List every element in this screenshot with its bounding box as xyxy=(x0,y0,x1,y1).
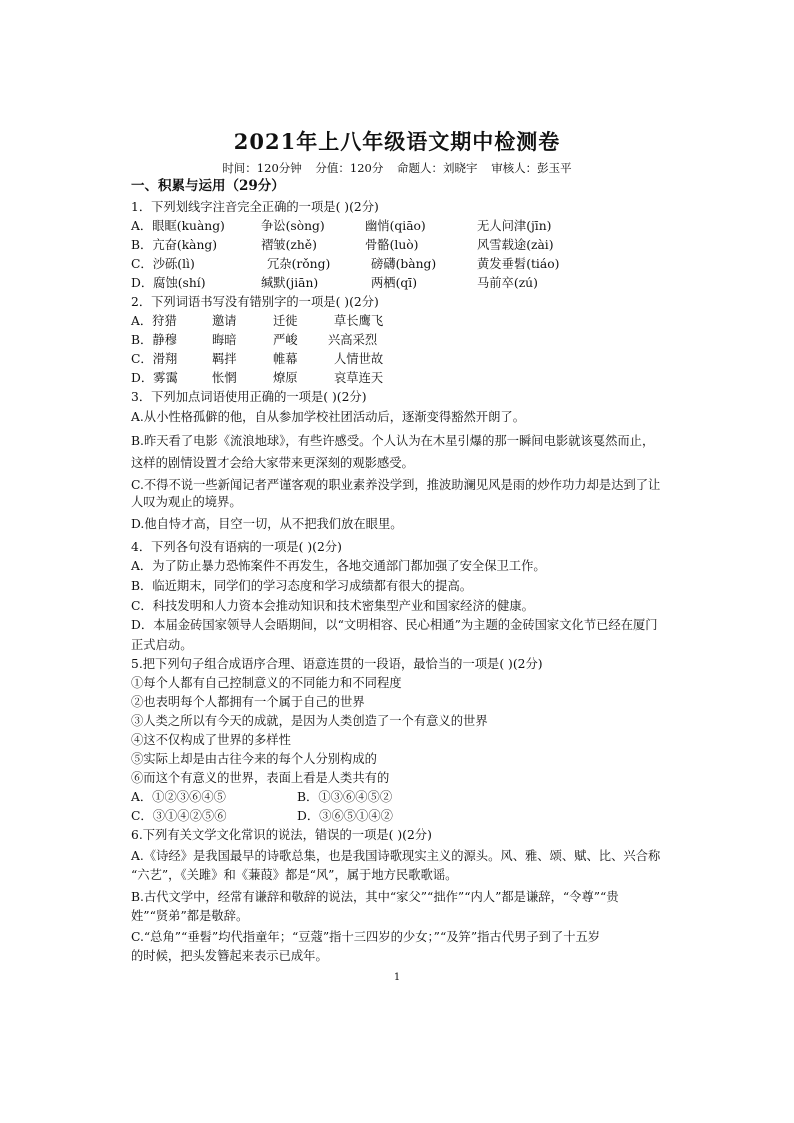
q2-option: 晦暗 xyxy=(212,333,237,347)
q1-option: 骨骼(luò) xyxy=(365,238,419,252)
q5-item: ①每个人都有自己控制意义的不同能力和不同程度 xyxy=(131,676,402,690)
q5-option: C．③①④②⑤⑥ xyxy=(131,809,227,823)
q2-option: 怅惘 xyxy=(212,371,237,385)
q1-option: 两栖(qī) xyxy=(371,276,417,290)
q6-line: 姓”“贤弟”都是敬辞。 xyxy=(131,909,249,923)
q2-option: 迁徙 xyxy=(273,314,298,328)
exam-time: 时间：120分钟 xyxy=(222,161,302,175)
q2-option: 严峻 xyxy=(273,333,298,347)
q4-line: B．临近期末，同学们的学习态度和学习成绩都有很大的提高。 xyxy=(131,579,473,593)
q2-stem: 2．下列词语书写没有错别字的一项是( )(2分) xyxy=(131,295,379,309)
q4-line: 正式启动。 xyxy=(131,638,193,652)
q1-option: 幽悄(qiāo) xyxy=(365,219,426,233)
q1-option: 缄默(jiān) xyxy=(261,276,319,290)
q1-option: 风雪载途(zài) xyxy=(477,238,554,252)
q2-option: 羁拌 xyxy=(212,352,237,366)
q5-option: D．③⑥⑤①④② xyxy=(297,809,393,823)
q1-option: 黄发垂髫(tiáo) xyxy=(477,257,560,271)
q2-option: D．雾霭 xyxy=(131,371,178,385)
q6-line: “六艺”，《关雎》和《蒹葭》都是“风”，属于地方民歌歌谣。 xyxy=(131,868,458,882)
q3-line: A.从小性格孤僻的他，自从参加学校社团活动后，逐渐变得豁然开朗了。 xyxy=(131,410,525,424)
q1-option: 马前卒(zú) xyxy=(477,276,538,290)
q4-line: A．为了防止暴力恐怖案件不再发生，各地交通部门都加强了安全保卫工作。 xyxy=(131,559,546,573)
q3-line: 这样的剧情设置才会给大家带来更深刻的观影感受。 xyxy=(131,456,414,470)
q2-option: 哀草连天 xyxy=(334,371,384,385)
exam-reviewer: 审核人：彭玉平 xyxy=(491,161,572,175)
q3-line: 人叹为观止的境界。 xyxy=(131,495,242,509)
q1-option: B．亢奋(kàng) xyxy=(131,238,218,252)
exam-author: 命题人：刘晓宇 xyxy=(397,161,478,175)
q5-item: ⑤实际上却是由古往今来的每个人分别构成的 xyxy=(131,752,377,766)
q6-line: C.“总角”“垂髫”均代指童年；“豆蔻”指十三四岁的少女；”“及笄”指古代男子到了十五岁 xyxy=(131,930,601,944)
q4-stem: 4．下列各句没有语病的一项是( )(2分) xyxy=(131,540,342,554)
q1-option: 争讼(sòng) xyxy=(261,219,325,233)
q5-option: A．①②③⑥④⑤ xyxy=(131,790,226,804)
q3-stem: 3．下列加点词语使用正确的一项是( )(2分) xyxy=(131,390,367,404)
q2-option: 草长鹰飞 xyxy=(334,314,384,328)
q1-option: D．腐蚀(shí) xyxy=(131,276,206,290)
q3-line: B.昨天看了电影《流浪地球》，有些许感受。个人认为在木星引爆的那一瞬间电影就该戛然而止， xyxy=(131,434,655,448)
q5-item: ④这不仅构成了世界的多样性 xyxy=(131,733,291,747)
q2-option: 帷幕 xyxy=(273,352,298,366)
q2-option: C．滑翔 xyxy=(131,352,178,366)
q1-stem: 1．下列划线字注音完全正确的一项是( )(2分) xyxy=(131,200,379,214)
q5-item: ⑥而这个有意义的世界，表面上看是人类共有的 xyxy=(131,771,390,785)
q6-line: B.古代文学中，经常有谦辞和敬辞的说法，其中“家父”“拙作”“内人”都是谦辞，“令尊”“贵 xyxy=(131,890,619,904)
q6-stem: 6.下列有关文学文化常识的说法，错误的一项是( )(2分) xyxy=(131,828,432,842)
q2-option: A．狩猎 xyxy=(131,314,177,328)
q1-option: 褶皱(zhě) xyxy=(261,238,317,252)
q3-line: D.他自恃才高，目空一切，从不把我们放在眼里。 xyxy=(131,517,403,531)
q2-option: B．静穆 xyxy=(131,333,177,347)
q3-line: C.不得不说一些新闻记者严谨客观的职业素养没学到，推波助澜见风是雨的炒作功力却是达到了让 xyxy=(131,478,661,492)
page-title: 2021年上八年级语文期中检测卷 xyxy=(233,129,561,154)
exam-score: 分值：120分 xyxy=(315,161,384,175)
q5-item: ③人类之所以有今天的成就，是因为人类创造了一个有意义的世界 xyxy=(131,714,488,728)
q1-option: 磅礴(bàng) xyxy=(371,257,437,271)
q4-line: D．本届金砖国家领导人会晤期间，以“文明相容、民心相通”为主题的金砖国家文化节已经在厦门 xyxy=(131,618,658,632)
q5-item: ②也表明每个人都拥有一个属于自己的世界 xyxy=(131,695,365,709)
q2-option: 燎原 xyxy=(273,371,298,385)
exam-meta xyxy=(0,160,794,176)
q1-option: A．眼眶(kuàng) xyxy=(131,219,225,233)
page-number: 1 xyxy=(393,972,401,983)
q2-option: 人情世故 xyxy=(334,352,384,366)
q4-line: C．科技发明和人力资本会推动知识和技术密集型产业和国家经济的健康。 xyxy=(131,599,534,613)
q5-option: B．①③⑥④⑤② xyxy=(297,790,393,804)
q6-line: A.《诗经》是我国最早的诗歌总集，也是我国诗歌现实主义的源头。风、雅、颂、赋、比、兴合称 xyxy=(131,849,661,863)
q1-option: C．沙砾(lì) xyxy=(131,257,195,271)
q6-line: 的时候，把头发簪起来表示已成年。 xyxy=(131,949,328,963)
q2-option: 兴高采烈 xyxy=(328,333,378,347)
section-heading: 一、积累与运用（29分） xyxy=(131,178,285,194)
q5-stem: 5.把下列句子组合成语序合理、语意连贯的一段语，最恰当的一项是( )(2分) xyxy=(131,657,543,671)
q2-option: 邀请 xyxy=(212,314,237,328)
q1-option: 无人问津(jīn) xyxy=(477,219,552,233)
q1-option: 冗杂(rǒng) xyxy=(267,257,331,271)
